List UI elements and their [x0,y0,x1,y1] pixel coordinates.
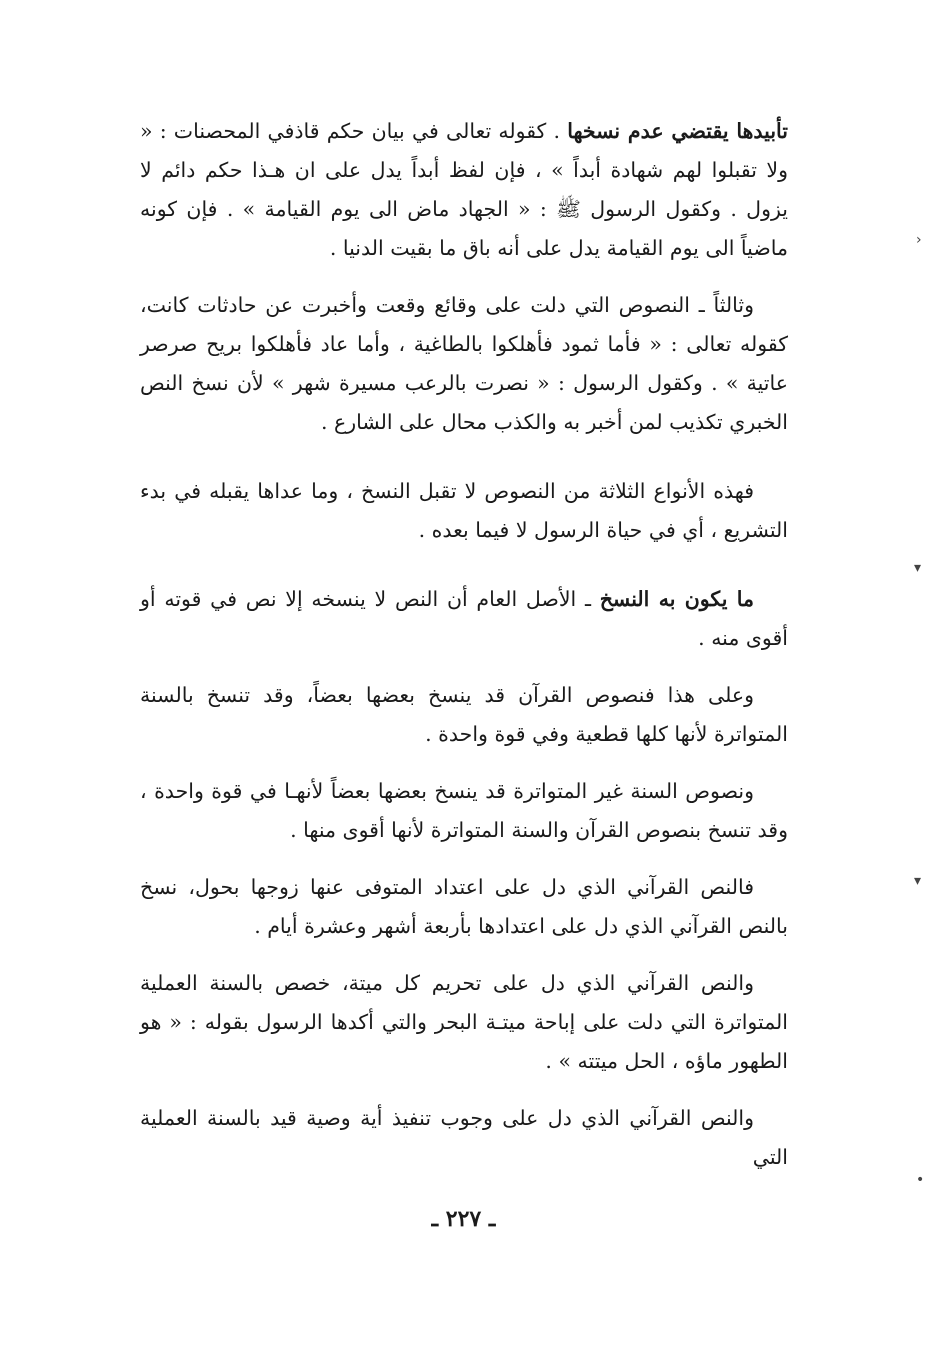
paragraph-1-lead: تأبيدها يقتضي عدم نسخها [567,119,788,143]
paragraph-7-text: فالنص القرآني الذي دل على اعتداد المتوفى عنها زوجها بحول، نسخ بالنص القرآني الذي دل على اعتدادها بأربعة أشهر وعشرة أيام . [140,875,788,938]
paragraph-5 [140,676,788,754]
page-number: ـ ٢٢٧ ـ [431,1206,496,1232]
paragraph-2-text: وثالثاً ـ النصوص التي دلت على وقائع وقعت وأخبرت عن حادثات كانت، كقوله تعالى : « فأما ثمود فأهلكوا بالطاغية ، وأما عاد فأهلكوا بريح صرصر عاتية » . وكقول الرسول : « نصرت بالرعب مسيرة شهر » لأن نسخ النص الخبري تكذيب لمن أخبر به والكذب محال على الشارع . [140,293,788,434]
paragraph-8 [140,964,788,1081]
paragraph-1 [140,112,788,268]
paragraph-4-text: ـ الأصل العام أن النص لا ينسخه إلا نص في قوته أو أقوى منه . [140,587,788,650]
paragraph-4 [140,580,788,658]
section-heading: ما يكون به النسخ [599,587,754,611]
margin-mark: ▾ [914,873,922,889]
paragraph-8-text: والنص القرآني الذي دل على تحريم كل ميتة، خصص بالسنة العملية المتواترة التي دلت على إباحة ميتـة البحر والتي أكدها الرسول بقوله : « هو الطهور ماؤه ، الحل ميتته » . [140,971,788,1073]
margin-mark: ▾ [914,560,922,576]
paragraph-6-text: ونصوص السنة غير المتواترة قد ينسخ بعضها بعضاً لأنهـا في قوة واحدة ، وقد تنسخ بنصوص القرآن والسنة المتواترة لأنها أقوى منها . [140,779,788,842]
margin-mark: • [916,1172,925,1188]
paragraph-5-text: وعلى هذا فنصوص القرآن قد ينسخ بعضها بعضاً، وقد تنسخ بالسنة المتواترة لأنها كلها قطعية وفي قوة واحدة . [140,683,788,746]
paragraph-7 [140,868,788,946]
paragraph-9 [140,1099,788,1177]
page-body [140,112,788,1195]
paragraph-3-text: فهذه الأنواع الثلاثة من النصوص لا تقبل النسخ ، وما عداها يقبله في بدء التشريع ، أي في حياة الرسول لا فيما بعده . [140,479,788,542]
paragraph-2 [140,286,788,442]
paragraph-3 [140,472,788,550]
margin-mark: › [916,232,922,248]
paragraph-9-text: والنص القرآني الذي دل على وجوب تنفيذ أية وصية قيد بالسنة العملية التي [140,1106,788,1169]
paragraph-1-text: . كقوله تعالى في بيان حكم قاذفي المحصنات : « ولا تقبلوا لهم شهادة أبداً » ، فإن لفظ أبداً يدل على ان هـذا حكم دائم لا يزول . وكقول الرسول ﷺ : « الجهاد ماض الى يوم القيامة » . فإن كونه ماضياً الى يوم القيامة يدل على أنه باق ما بقيت الدنيا . [140,119,788,260]
paragraph-6 [140,772,788,850]
